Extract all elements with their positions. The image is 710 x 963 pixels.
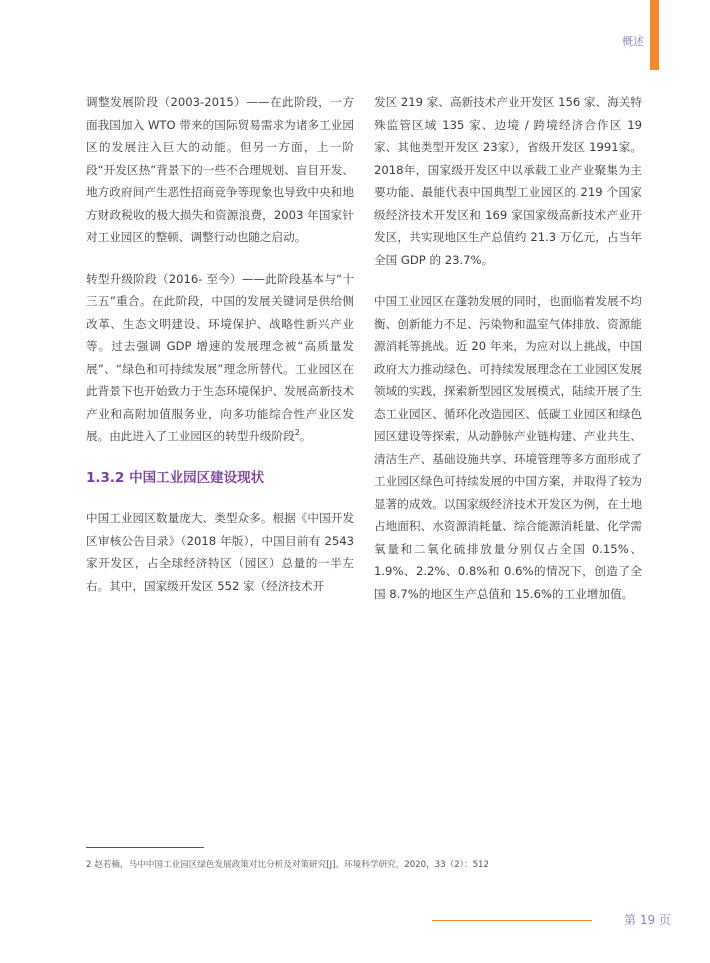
paragraph-challenges: 中国工业园区在蓬勃发展的同时，也面临着发展不均衡、创新能力不足、污染物和温室气体排放、资源能源消耗等挑战。近 20 年来，为应对以上挑战，中国政府大力推动绿色、可持续发展理念在工业园区发展领域的实践，探索新型园区发展模式，陆续开展了生态工业园区、循环化改造园区、低碳工业园区和绿色园区建设等探索，从动静脉产业链构建、产业共生、清洁生产、基础设施共享、环境管理等多方面形成了工业园区绿色可持续发展的中国方案，并取得了较为显著的成效。以国家级经济技术开发区为例，在土地占地面积、水资源消耗量、综合能源消耗量、化学需氧量和二氧化硫排放量分别仅占全国 0.15%、1.9%、2.2%、0.8%和 0.6%的情况下，创造了全国 8.7%的地区生产总值和 15.6%的工业增加值。 (374, 294, 642, 601)
right-column (374, 91, 642, 624)
paragraph-adjustment-stage: 调整发展阶段（2003-2015）——在此阶段，一方面我国加入 WTO 带来的国际贸易需求为诸多工业园区的发展注入巨大的动能。但另一方面，上一阶段“开发区热”背景下的一些不合理规划、盲目开发、地方政府间产生恶性招商竞争等现象也导致中央和地方财政税收的极大损失和资源浪费，2003 年国家针对工业园区的整顿、调整行动也随之启动。 (86, 95, 354, 244)
paragraph-development-zones: 发区 219 家、高新技术产业开发区 156 家、海关特殊监管区域 135 家、边境 / 跨境经济合作区 19 家、其他类型开发区 23家），省级开发区 1991家。2018年，国家级开发区中以承载工业产业聚集为主要功能、最能代表中国典型工业园区的 219 个国家级经济技术开发区和 169 家国家级高新技术产业开发区，共实现地区生产总值约 21.3 万亿元，占当年全国 GDP 的 23.7%。 (374, 95, 642, 267)
footer-divider (432, 920, 592, 921)
section-heading: 1.3.2 中国工业园区建设现状 (86, 469, 265, 486)
paragraph-text: 转型升级阶段（2016- 至今）——此阶段基本与“十三五”重合。在此阶段，中国的发展关键词是供给侧改革、生态文明建设、环境保护、战略性新兴产业等。过去强调 GDP 增速的发展理念被“高质量发展”、“绿色和可持续发展”理念所替代。工业园区在此背景下也开始致力于生态环境保护、发展高新技术产业和高附加值服务业，向多功能综合性产业区发展。由此进入了工业园区的转型升级阶段 (86, 271, 354, 443)
footnote-divider (86, 847, 204, 848)
footnote: 2 赵若楠，马中中国工业园区绿色发展政策对比分析及对策研究[J]。环境科学研究，2020，33（2）：512 (86, 860, 489, 870)
page-number: 第 19 页 (624, 913, 671, 927)
section-label: 概述 (622, 35, 644, 48)
paragraph-transformation-stage (86, 268, 354, 448)
footnote-reference[interactable]: 2 (294, 428, 300, 438)
section-tab-marker (650, 0, 659, 70)
paragraph-end: 。 (299, 429, 312, 443)
paragraph-current-status: 中国工业园区数量庞大、类型众多。根据《中国开发区审核公告目录》（2018 年版），中国目前有 2543 家开发区，占全球经济特区（园区）总量的一半左右。其中，国家级开发区 552 家（经济技术开 (86, 511, 354, 593)
left-column (86, 91, 354, 616)
